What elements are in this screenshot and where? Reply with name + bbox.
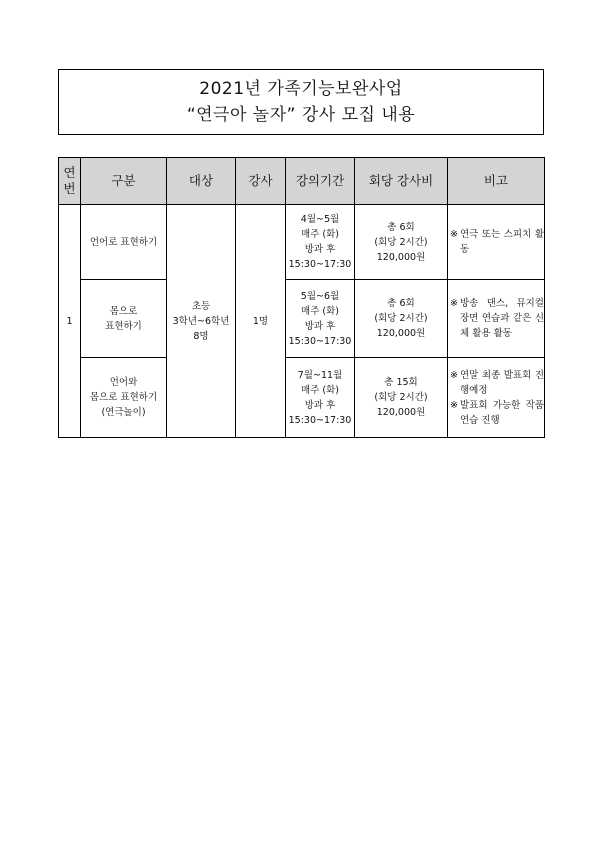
header-remarks: 비고 bbox=[448, 158, 545, 205]
fee-line: 총 15회 bbox=[384, 377, 418, 388]
fee-line: 총 6회 bbox=[387, 221, 415, 233]
note-item bbox=[448, 296, 544, 341]
target-line: 초등 bbox=[191, 300, 211, 312]
header-no-line-2: 번 bbox=[63, 181, 76, 196]
period-cell bbox=[286, 205, 355, 280]
period-cell bbox=[286, 358, 355, 438]
fee-line: (회당 2시간) bbox=[374, 392, 428, 403]
category-line: 몸으로 bbox=[109, 305, 138, 317]
note-item bbox=[448, 398, 544, 428]
table-row bbox=[59, 205, 545, 280]
header-category: 구분 bbox=[81, 158, 167, 205]
title-line-2: “연극아 놀자” 강사 모집 내용 bbox=[186, 105, 416, 125]
note-mark: ※ bbox=[450, 298, 458, 309]
note-text: 발표회 가능한 작품연습 진행 bbox=[460, 399, 544, 426]
period-line: 5월~6월 bbox=[300, 290, 340, 302]
header-fee: 회당 강사비 bbox=[355, 158, 448, 205]
period-line: 매주 (화) bbox=[301, 229, 339, 240]
fee-cell bbox=[355, 280, 448, 358]
fee-line: (회당 2시간) bbox=[374, 313, 428, 324]
period-line: 방과 후 bbox=[304, 244, 336, 255]
header-no bbox=[59, 158, 81, 205]
fee-cell bbox=[355, 205, 448, 280]
fee-line: 120,000원 bbox=[376, 328, 426, 339]
note-mark: ※ bbox=[450, 229, 458, 240]
title-box bbox=[58, 69, 544, 135]
target-line: 8명 bbox=[193, 330, 209, 342]
period-line: 15:30~17:30 bbox=[288, 259, 352, 270]
note-text: 연말 최종 발표회 진행예정 bbox=[460, 369, 544, 396]
category-cell bbox=[81, 205, 167, 280]
period-line: 7월~11월 bbox=[297, 369, 343, 381]
category-cell bbox=[81, 358, 167, 438]
header-no-line-1: 연 bbox=[63, 165, 76, 180]
remarks-cell bbox=[448, 358, 545, 438]
recruitment-table bbox=[58, 157, 545, 438]
fee-line: 총 6회 bbox=[387, 298, 415, 309]
note-item bbox=[448, 368, 544, 398]
note-text: 방송 댄스, 뮤지컬 장면 연습과 같은 신체 활용 활동 bbox=[460, 298, 544, 339]
category-cell bbox=[81, 280, 167, 358]
header-target: 대상 bbox=[167, 158, 236, 205]
header-period: 강의기간 bbox=[286, 158, 355, 205]
note-item bbox=[448, 227, 544, 257]
period-line: 4월~5월 bbox=[300, 214, 340, 225]
period-line: 매주 (화) bbox=[301, 384, 339, 396]
fee-line: (회당 2시간) bbox=[374, 236, 428, 248]
note-mark: ※ bbox=[450, 369, 458, 381]
category-line: 몸으로 표현하기 bbox=[89, 392, 158, 403]
target-cell bbox=[167, 205, 236, 438]
note-mark: ※ bbox=[450, 399, 458, 411]
period-line: 매주 (화) bbox=[301, 305, 339, 317]
remarks-cell bbox=[448, 205, 545, 280]
fee-line: 120,000원 bbox=[376, 407, 426, 418]
title-line-1: 2021년 가족기능보완사업 bbox=[199, 79, 403, 99]
table-row bbox=[59, 358, 545, 438]
remarks-cell bbox=[448, 280, 545, 358]
period-line: 방과 후 bbox=[304, 399, 336, 411]
period-line: 15:30~17:30 bbox=[288, 414, 352, 426]
category-line: 언어로 표현하기 bbox=[89, 236, 158, 248]
period-line: 15:30~17:30 bbox=[288, 335, 352, 347]
category-line: (연극놀이) bbox=[101, 407, 146, 418]
instructor-cell: 1명 bbox=[236, 205, 286, 438]
period-cell bbox=[286, 280, 355, 358]
note-text: 연극 또는 스피치 활동 bbox=[460, 229, 544, 255]
fee-line: 120,000원 bbox=[376, 251, 426, 263]
fee-cell bbox=[355, 358, 448, 438]
target-line: 3학년~6학년 bbox=[172, 315, 230, 327]
period-line: 방과 후 bbox=[304, 320, 336, 332]
category-line: 언어와 bbox=[109, 377, 138, 388]
row-number-cell: 1 bbox=[59, 205, 81, 438]
header-row bbox=[59, 158, 545, 205]
header-instructor: 강사 bbox=[236, 158, 286, 205]
category-line: 표현하기 bbox=[105, 320, 142, 332]
table-row bbox=[59, 280, 545, 358]
